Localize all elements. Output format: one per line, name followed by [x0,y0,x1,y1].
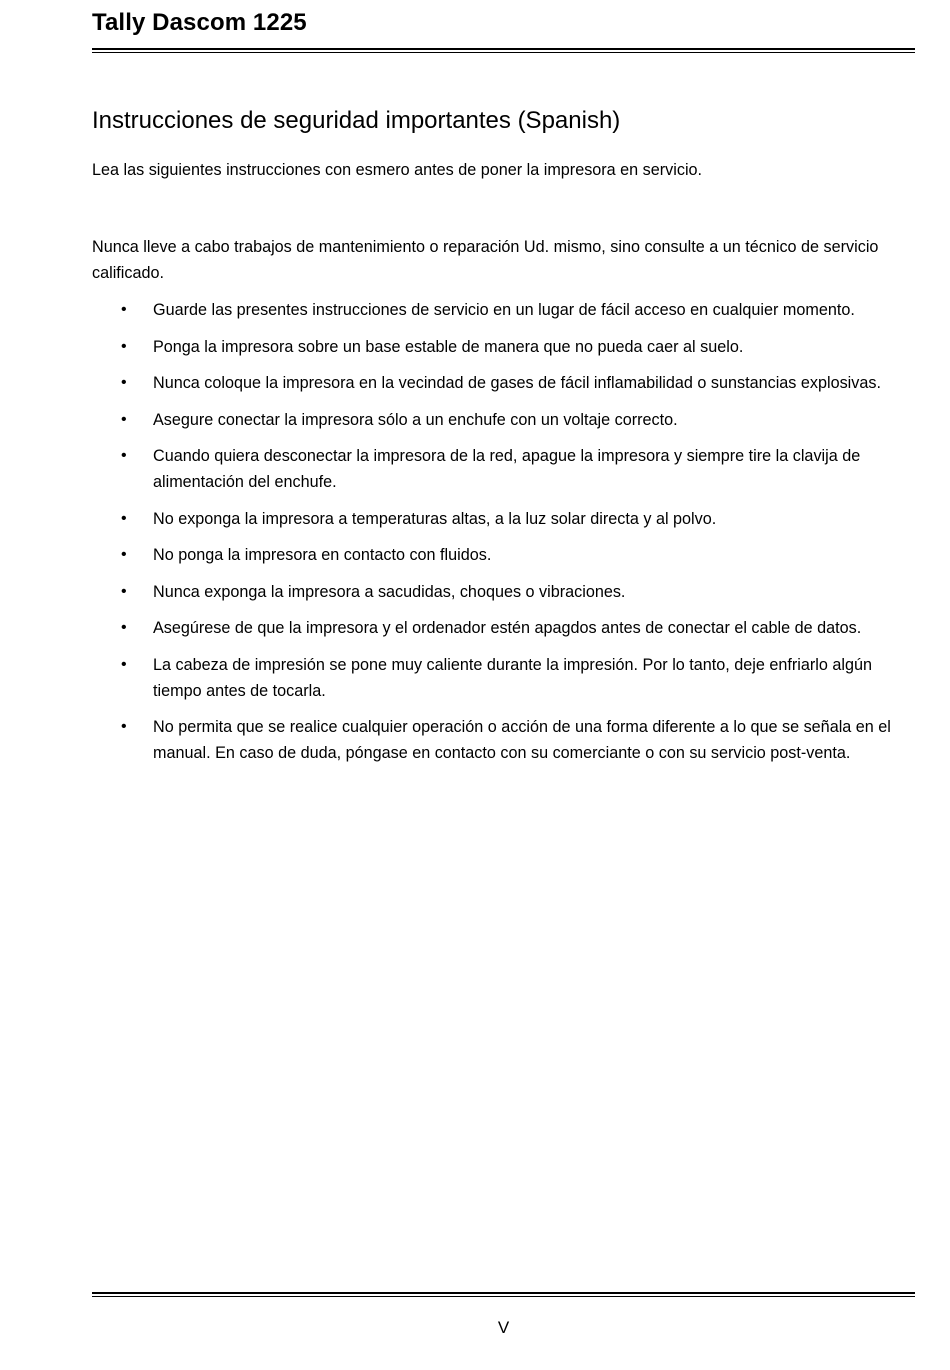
list-item [92,506,922,532]
section-title: Instrucciones de seguridad importantes (Spanish) [92,107,621,134]
list-item [92,542,922,568]
list-item [92,714,922,766]
list-item [92,334,922,360]
list-item-text: Guarde las presentes instrucciones de servicio en un lugar de fácil acceso en cualquier momento. [153,301,855,319]
list-item [92,297,922,323]
list-item [92,652,922,704]
page-header-title: Tally Dascom 1225 [92,9,307,36]
header-divider [92,48,915,53]
intro-paragraph: Lea las siguientes instrucciones con esmero antes de poner la impresora en servicio. [92,161,703,179]
list-item [92,370,922,396]
list-item [92,443,922,495]
list-item-text: No exponga la impresora a temperaturas altas, a la luz solar directa y al polvo. [153,509,717,528]
bullet-icon: • [121,447,127,464]
list-item-text: Ponga la impresora sobre un base estable de manera que no pueda caer al suelo. [153,337,744,356]
bullet-icon: • [121,619,127,636]
maintenance-warning-paragraph: Nunca lleve a cabo trabajos de mantenimiento o reparación Ud. mismo, sino consulte a un técnico de servicio calificado. [92,238,879,282]
safety-instructions-list [92,297,922,777]
bullet-icon: • [121,582,127,600]
list-item-text: La cabeza de impresión se pone muy caliente durante la impresión. Por lo tanto, deje enfriarlo algún tiempo antes de tocarla. [153,655,872,700]
list-item-text: Asegúrese de que la impresora y el ordenador estén apagdos antes de conectar el cable de datos. [153,619,862,637]
list-item-text: Nunca exponga la impresora a sacudidas, choques o vibraciones. [153,582,626,601]
bullet-icon: • [121,337,127,355]
bullet-icon: • [121,546,127,563]
list-item-text: Nunca coloque la impresora en la vecindad de gases de fácil inflamabilidad o sunstancias explosivas. [153,374,881,392]
bullet-icon: • [121,509,127,527]
list-item [92,407,922,433]
list-item [92,615,922,641]
bullet-icon: • [121,655,127,673]
list-item-text: Cuando quiera desconectar la impresora de la red, apague la impresora y siempre tire la clavija de alimentación del enchufe. [153,447,861,491]
footer-divider [92,1292,915,1297]
bullet-icon: • [121,301,127,318]
list-item-text: Asegure conectar la impresora sólo a un enchufe con un voltaje correcto. [153,410,678,429]
bullet-icon: • [121,718,127,735]
bullet-icon: • [121,410,127,428]
list-item-text: No permita que se realice cualquier operación o acción de una forma diferente a lo que se señala en el manual. En caso de duda, póngase en contacto con su comerciante o con su servicio post-venta. [153,718,891,762]
page-number: V [497,1318,510,1337]
list-item [92,579,922,605]
list-item-text: No ponga la impresora en contacto con fluidos. [153,546,492,564]
bullet-icon: • [121,374,127,391]
